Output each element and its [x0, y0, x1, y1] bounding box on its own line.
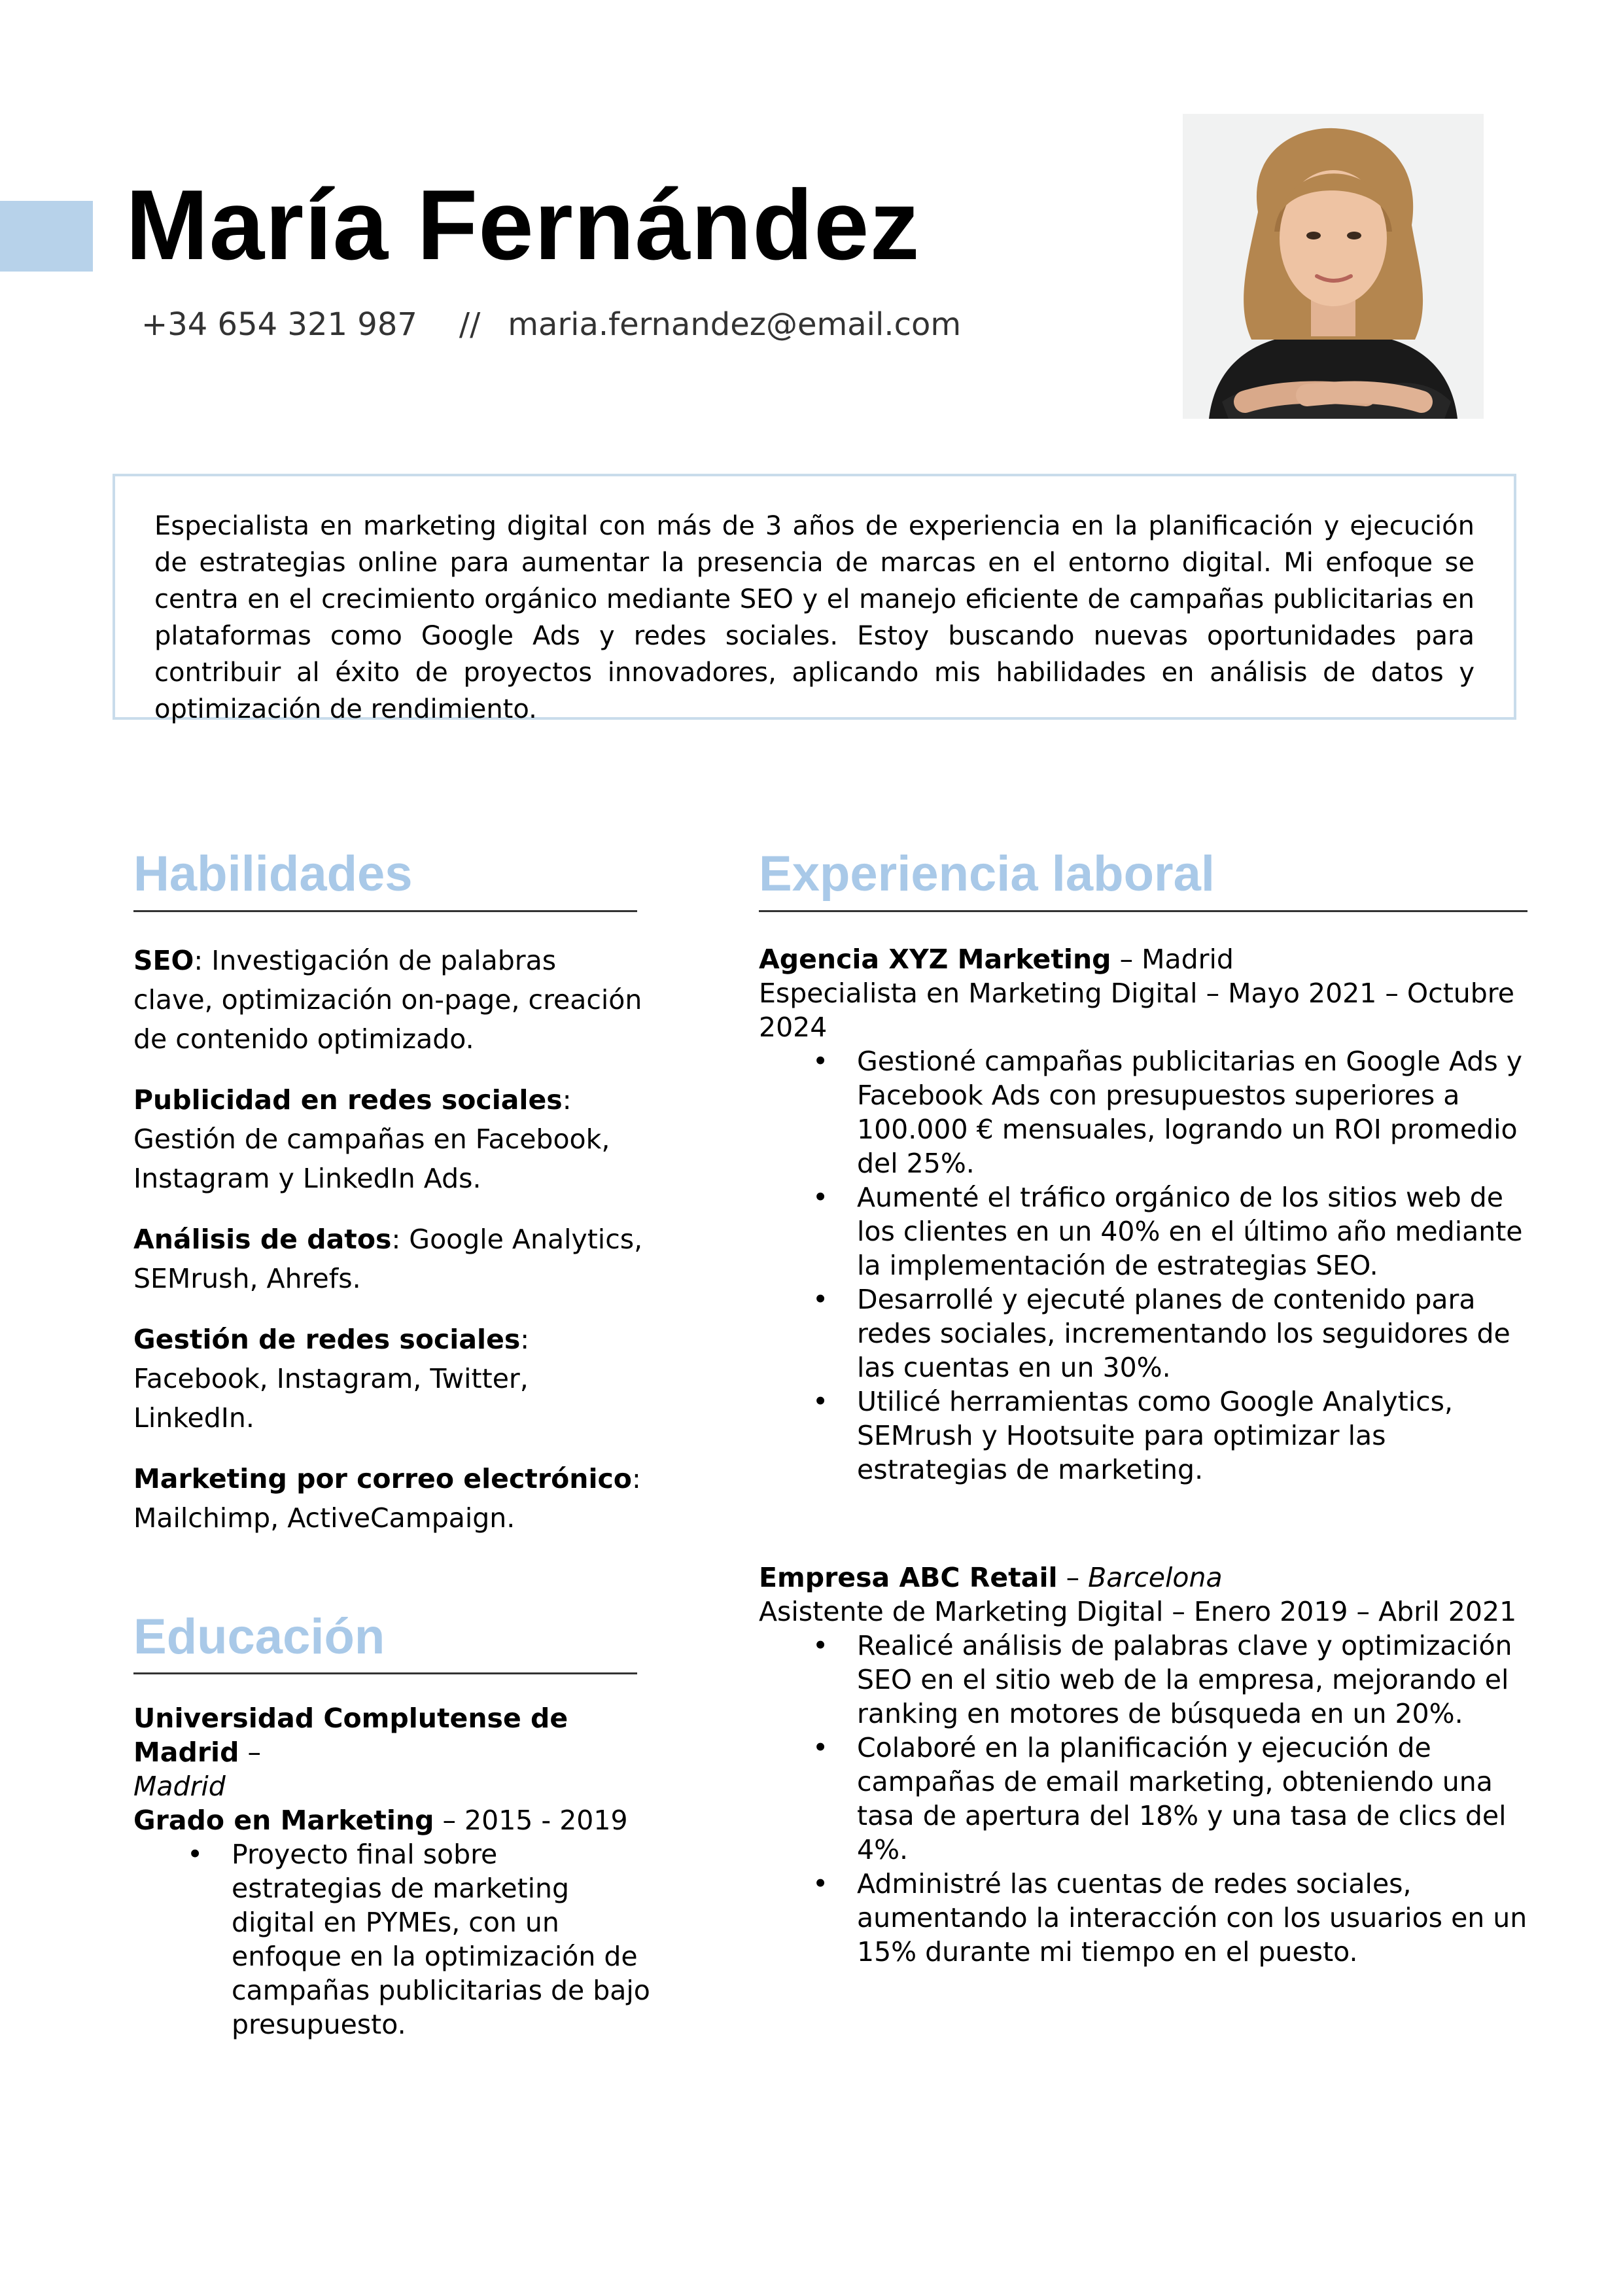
- education-school: Universidad Complutense de Madrid –: [133, 1703, 568, 1768]
- job-company: Empresa ABC Retail – Barcelona: [759, 1562, 1223, 1593]
- skills-divider: [133, 910, 637, 912]
- contact-line: [141, 306, 961, 343]
- professional-summary: Especialista en marketing digital con más de 3 años de experiencia en la planificación y ejecución de estrategias online para aumentar la presencia de marcas en el entorno digital. Mi enfoque se centra en el crecimiento orgánico mediante SEO y el manejo eficiente de campañas publicitarias en plataformas como Google Ads y redes sociales. Estoy buscando nuevas oportunidades para contribuir al éxito de proyectos innovadores, aplicando mis habilidades en análisis de datos y optimización de rendimiento.: [113, 474, 1516, 720]
- education-bullets: [133, 1837, 650, 2041]
- job-role: Asistente de Marketing Digital – Enero 2019 – Abril 2021: [759, 1596, 1517, 1627]
- skill-item: Publicidad en redes sociales: Gestión de campañas en Facebook, Instagram y LinkedIn Ads.: [133, 1084, 610, 1194]
- job-bullet: • Desarrollé y ejecuté planes de contenido para redes sociales, incrementando los seguidores de las cuentas en un 30%.: [857, 1282, 1527, 1385]
- education-city: Madrid: [133, 1771, 226, 1802]
- job-bullets: [759, 1629, 1527, 1969]
- experience-title: Experiencia laboral: [759, 846, 1215, 902]
- skill-item: SEO: Investigación de palabras clave, optimización on-page, creación de contenido optimizado.: [133, 945, 642, 1055]
- email-address: maria.fernandez@email.com: [508, 306, 962, 343]
- job-entry: [759, 1561, 1527, 1969]
- job-bullet: • Aumenté el tráfico orgánico de los sitios web de los clientes en un 40% en el último año mediante la implementación de estrategias SEO.: [857, 1180, 1527, 1282]
- job-bullets: [759, 1044, 1527, 1487]
- candidate-name: María Fernández: [126, 169, 920, 281]
- header-accent-block: [0, 201, 93, 272]
- experience-divider: [759, 910, 1527, 912]
- job-entry: [759, 942, 1527, 1487]
- job-bullet: • Administré las cuentas de redes sociales, aumentando la interacción con los usuarios en un 15% durante mi tiempo en el puesto.: [857, 1867, 1527, 1969]
- skill-item: Gestión de redes sociales: Facebook, Instagram, Twitter, LinkedIn.: [133, 1324, 530, 1434]
- education-entry: [133, 1701, 650, 2041]
- job-company: Agencia XYZ Marketing – Madrid: [759, 944, 1234, 975]
- skills-title: Habilidades: [133, 846, 413, 902]
- contact-separator: //: [459, 306, 481, 343]
- job-role: Especialista en Marketing Digital – Mayo 2021 – Octubre 2024: [759, 978, 1514, 1043]
- skill-item: Análisis de datos: Google Analytics, SEMrush, Ahrefs.: [133, 1224, 643, 1294]
- education-divider: [133, 1672, 637, 1674]
- phone-number: +34 654 321 987: [141, 306, 417, 343]
- job-bullet: • Utilicé herramientas como Google Analytics, SEMrush y Hootsuite para optimizar las estrategias de marketing.: [857, 1385, 1527, 1487]
- profile-photo: [1183, 114, 1484, 419]
- job-bullet: • Colaboré en la planificación y ejecución de campañas de email marketing, obteniendo una tasa de apertura del 18% y una tasa de clics del 4%.: [857, 1731, 1527, 1867]
- skill-item: Marketing por correo electrónico: Mailchimp, ActiveCampaign.: [133, 1463, 641, 1534]
- education-bullet: • Proyecto final sobre estrategias de marketing digital en PYMEs, con un enfoque en la optimización de campañas publicitarias de bajo presupuesto.: [232, 1837, 650, 2041]
- education-title: Educación: [133, 1609, 385, 1665]
- education-degree: Grado en Marketing – 2015 - 2019: [133, 1805, 628, 1836]
- skills-list: [133, 941, 644, 1559]
- job-bullet: • Realicé análisis de palabras clave y optimización SEO en el sitio web de la empresa, mejorando el ranking en motores de búsqueda en un 20%.: [857, 1629, 1527, 1731]
- job-bullet: • Gestioné campañas publicitarias en Google Ads y Facebook Ads con presupuestos superiores a 100.000 € mensuales, logrando un ROI promedio del 25%.: [857, 1044, 1527, 1180]
